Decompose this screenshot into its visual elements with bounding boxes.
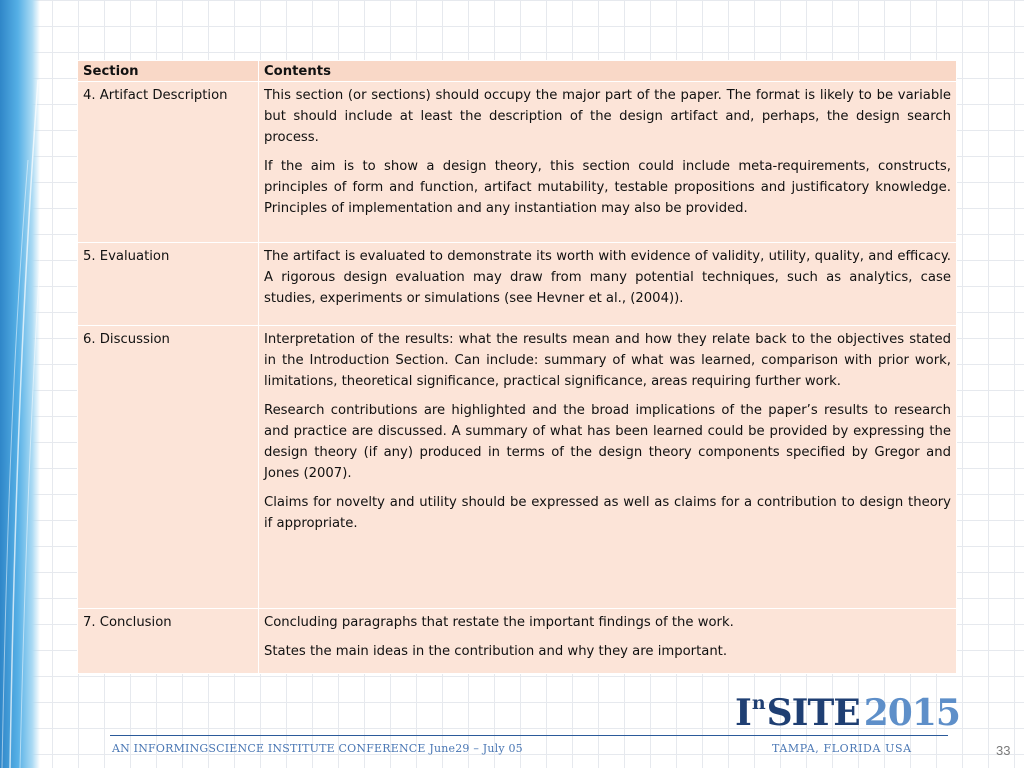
section-cell: 4. Artifact Description (78, 82, 259, 243)
table-row (78, 609, 957, 674)
logo-year: 2015 (863, 692, 960, 734)
contents-paragraph: If the aim is to show a design theory, this section could include meta-requirements, constructs, principles of form and function, artifact mutability, testable propositions and justificatory knowledge. Principles of implementation and any instantiation may also be provided. (264, 159, 951, 216)
table-row (78, 82, 957, 243)
logo-superscript-n: n (751, 692, 766, 714)
logo-letter-i: I (735, 692, 751, 734)
contents-paragraph: Interpretation of the results: what the results mean and how they relate back to the objectives stated in the Introduction Section. Can include: summary of what was learned, comparison with prior work, limitations, theoretical significance, practical significance, areas requiring further work. (264, 332, 951, 389)
table-row (78, 243, 957, 326)
footer-divider (110, 735, 948, 736)
contents-paragraph: This section (or sections) should occupy the major part of the paper. The format is likely to be variable but should include at least the description of the design artifact and, perhaps, the design search process. (264, 88, 951, 145)
insite-2015-logo (735, 692, 960, 734)
footer-conference-text: AN INFORMINGSCIENCE INSTITUTE CONFERENCE June29 – July 05 (112, 742, 523, 755)
section-cell: 6. Discussion (78, 326, 259, 609)
contents-cell (259, 326, 957, 609)
section-cell: 5. Evaluation (78, 243, 259, 326)
contents-cell (259, 609, 957, 674)
contents-paragraph: Claims for novelty and utility should be expressed as well as claims for a contribution to design theory if appropriate. (264, 495, 951, 531)
footer-location-text: TAMPA, FLORIDA USA (772, 742, 912, 755)
contents-column-header: Contents (259, 61, 957, 82)
table-header-row (78, 61, 957, 82)
contents-cell (259, 82, 957, 243)
section-column-header: Section (78, 61, 259, 82)
left-decorative-stripe (0, 0, 40, 768)
page-number: 33 (996, 743, 1011, 758)
section-cell: 7. Conclusion (78, 609, 259, 674)
logo-site-text: SITE (766, 692, 860, 734)
contents-paragraph: Research contributions are highlighted and the broad implications of the paper’s results to research and practice are discussed. A summary of what has been learned could be provided by expressing the design theory (if any) produced in terms of the design theory components specified by Gregor and Jones (2007). (264, 403, 951, 481)
table-row (78, 326, 957, 609)
stripe-lines-graphic (0, 0, 40, 768)
section-contents-table (77, 60, 957, 674)
contents-paragraph: States the main ideas in the contribution and why they are important. (264, 644, 728, 659)
contents-paragraph: Concluding paragraphs that restate the important findings of the work. (264, 615, 734, 630)
contents-paragraph: The artifact is evaluated to demonstrate its worth with evidence of validity, utility, quality, and efficacy. A rigorous design evaluation may draw from many potential techniques, such as analytics, case studies, experiments or simulations (see Hevner et al., (2004)). (264, 249, 951, 306)
contents-cell (259, 243, 957, 326)
